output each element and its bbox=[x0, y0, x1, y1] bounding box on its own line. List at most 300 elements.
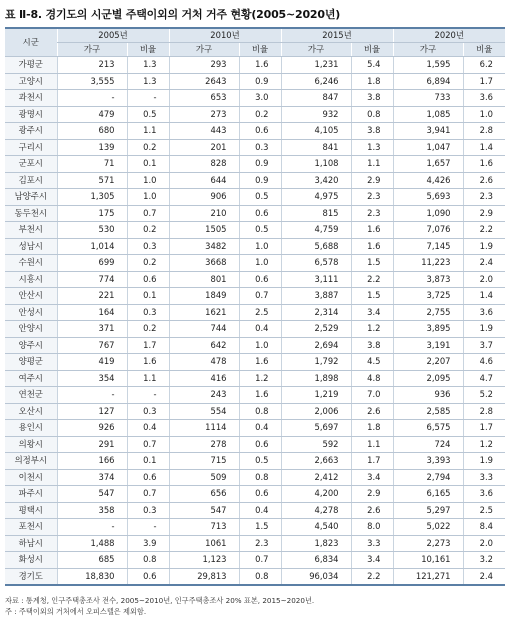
households-cell: 801 bbox=[169, 271, 239, 288]
table-row bbox=[5, 535, 505, 552]
header-ratio: 비율 bbox=[463, 43, 505, 57]
ratio-cell: 1.1 bbox=[351, 156, 393, 173]
households-cell: 374 bbox=[57, 469, 127, 486]
table-row bbox=[5, 519, 505, 536]
households-cell: 3,895 bbox=[393, 321, 463, 338]
households-cell: 210 bbox=[169, 205, 239, 222]
ratio-cell: 0.3 bbox=[127, 238, 169, 255]
ratio-cell: 0.2 bbox=[127, 321, 169, 338]
households-cell: 1,085 bbox=[393, 106, 463, 123]
region-cell: 성남시 bbox=[5, 238, 57, 255]
households-cell: 906 bbox=[169, 189, 239, 206]
region-cell: 안양시 bbox=[5, 321, 57, 338]
households-cell: - bbox=[57, 387, 127, 404]
ratio-cell: 0.7 bbox=[127, 205, 169, 222]
table-header bbox=[5, 28, 505, 57]
ratio-cell: 2.4 bbox=[463, 255, 505, 272]
region-cell: 과천시 bbox=[5, 90, 57, 107]
table-row bbox=[5, 271, 505, 288]
table-row bbox=[5, 502, 505, 519]
households-cell: 644 bbox=[169, 172, 239, 189]
ratio-cell: 1.1 bbox=[127, 370, 169, 387]
households-cell: 5,697 bbox=[281, 420, 351, 437]
households-cell: 2,273 bbox=[393, 535, 463, 552]
households-cell: 713 bbox=[169, 519, 239, 536]
ratio-cell: 2.3 bbox=[351, 205, 393, 222]
header-households: 가구 bbox=[57, 43, 127, 57]
ratio-cell: 0.7 bbox=[127, 486, 169, 503]
households-cell: 127 bbox=[57, 403, 127, 420]
ratio-cell: 1.2 bbox=[351, 321, 393, 338]
table-row bbox=[5, 420, 505, 437]
households-cell: 6,834 bbox=[281, 552, 351, 569]
households-cell: 1114 bbox=[169, 420, 239, 437]
households-cell: 6,575 bbox=[393, 420, 463, 437]
ratio-cell: 0.3 bbox=[127, 502, 169, 519]
ratio-cell: 1.1 bbox=[127, 123, 169, 140]
ratio-cell: 1.8 bbox=[351, 420, 393, 437]
ratio-cell: 0.1 bbox=[127, 288, 169, 305]
ratio-cell: 2.6 bbox=[351, 502, 393, 519]
households-cell: 815 bbox=[281, 205, 351, 222]
households-cell: 164 bbox=[57, 304, 127, 321]
households-cell: 213 bbox=[57, 57, 127, 74]
ratio-cell: 5.4 bbox=[351, 57, 393, 74]
table-row bbox=[5, 255, 505, 272]
households-cell: 5,297 bbox=[393, 502, 463, 519]
households-cell: 3482 bbox=[169, 238, 239, 255]
households-cell: 847 bbox=[281, 90, 351, 107]
households-cell: 6,894 bbox=[393, 73, 463, 90]
households-cell: 2,412 bbox=[281, 469, 351, 486]
table-notes bbox=[5, 595, 314, 617]
households-cell: 1,108 bbox=[281, 156, 351, 173]
header-ratio: 비율 bbox=[127, 43, 169, 57]
table-body bbox=[5, 57, 505, 586]
ratio-cell: 0.2 bbox=[239, 106, 281, 123]
ratio-cell: 1.5 bbox=[351, 288, 393, 305]
ratio-cell: 3.3 bbox=[463, 469, 505, 486]
region-cell: 가평군 bbox=[5, 57, 57, 74]
table-row bbox=[5, 436, 505, 453]
ratio-cell: 0.5 bbox=[239, 222, 281, 239]
households-cell: 3668 bbox=[169, 255, 239, 272]
households-cell: 926 bbox=[57, 420, 127, 437]
ratio-cell: 1.7 bbox=[127, 337, 169, 354]
ratio-cell: 1.0 bbox=[127, 189, 169, 206]
header-households: 가구 bbox=[281, 43, 351, 57]
ratio-cell: 4.6 bbox=[463, 354, 505, 371]
households-cell: 3,393 bbox=[393, 453, 463, 470]
households-cell: 744 bbox=[169, 321, 239, 338]
region-cell: 남양주시 bbox=[5, 189, 57, 206]
households-cell: 2,207 bbox=[393, 354, 463, 371]
households-cell: 547 bbox=[169, 502, 239, 519]
region-cell: 광명시 bbox=[5, 106, 57, 123]
ratio-cell: - bbox=[127, 519, 169, 536]
households-cell: 571 bbox=[57, 172, 127, 189]
households-cell: 243 bbox=[169, 387, 239, 404]
households-cell: 29,813 bbox=[169, 568, 239, 585]
households-cell: 1,014 bbox=[57, 238, 127, 255]
table-row bbox=[5, 321, 505, 338]
households-cell: 139 bbox=[57, 139, 127, 156]
ratio-cell: 1.2 bbox=[463, 436, 505, 453]
ratio-cell: 0.7 bbox=[127, 436, 169, 453]
table-row bbox=[5, 123, 505, 140]
region-cell: 시흥시 bbox=[5, 271, 57, 288]
households-cell: 2,585 bbox=[393, 403, 463, 420]
ratio-cell: 1.5 bbox=[239, 519, 281, 536]
households-cell: 1,231 bbox=[281, 57, 351, 74]
households-cell: 1849 bbox=[169, 288, 239, 305]
ratio-cell: 1.6 bbox=[239, 57, 281, 74]
households-cell: 724 bbox=[393, 436, 463, 453]
households-cell: 371 bbox=[57, 321, 127, 338]
ratio-cell: 2.5 bbox=[463, 502, 505, 519]
households-cell: 4,975 bbox=[281, 189, 351, 206]
ratio-cell: 3.0 bbox=[239, 90, 281, 107]
table-row bbox=[5, 156, 505, 173]
households-cell: 354 bbox=[57, 370, 127, 387]
households-cell: 1,823 bbox=[281, 535, 351, 552]
households-cell: 4,426 bbox=[393, 172, 463, 189]
ratio-cell: 0.8 bbox=[239, 403, 281, 420]
ratio-cell: 0.9 bbox=[239, 172, 281, 189]
households-cell: 841 bbox=[281, 139, 351, 156]
ratio-cell: 0.6 bbox=[127, 271, 169, 288]
header-year-2005: 2005년 bbox=[57, 28, 169, 43]
ratio-cell: 0.4 bbox=[239, 502, 281, 519]
households-cell: 201 bbox=[169, 139, 239, 156]
households-cell: 6,246 bbox=[281, 73, 351, 90]
ratio-cell: 0.8 bbox=[127, 552, 169, 569]
header-year-2020: 2020년 bbox=[393, 28, 505, 43]
region-cell: 고양시 bbox=[5, 73, 57, 90]
households-cell: 6,578 bbox=[281, 255, 351, 272]
ratio-cell: 8.0 bbox=[351, 519, 393, 536]
ratio-cell: 0.6 bbox=[239, 486, 281, 503]
ratio-cell: 2.8 bbox=[463, 403, 505, 420]
ratio-cell: 3.8 bbox=[351, 337, 393, 354]
households-cell: 7,076 bbox=[393, 222, 463, 239]
ratio-cell: 1.6 bbox=[351, 222, 393, 239]
households-cell: 2,529 bbox=[281, 321, 351, 338]
table-row bbox=[5, 106, 505, 123]
ratio-cell: 2.4 bbox=[463, 568, 505, 585]
ratio-cell: 0.6 bbox=[239, 436, 281, 453]
households-cell: 3,725 bbox=[393, 288, 463, 305]
households-cell: 3,420 bbox=[281, 172, 351, 189]
ratio-cell: 1.9 bbox=[463, 321, 505, 338]
ratio-cell: 3.6 bbox=[463, 486, 505, 503]
region-cell: 양평군 bbox=[5, 354, 57, 371]
households-cell: 530 bbox=[57, 222, 127, 239]
region-cell: 용인시 bbox=[5, 420, 57, 437]
households-cell: 1061 bbox=[169, 535, 239, 552]
households-cell: 656 bbox=[169, 486, 239, 503]
ratio-cell: 1.6 bbox=[351, 238, 393, 255]
ratio-cell: 1.3 bbox=[351, 139, 393, 156]
ratio-cell: 0.9 bbox=[239, 73, 281, 90]
ratio-cell: 2.9 bbox=[351, 172, 393, 189]
ratio-cell: 3.4 bbox=[351, 552, 393, 569]
ratio-cell: 4.5 bbox=[351, 354, 393, 371]
households-cell: 774 bbox=[57, 271, 127, 288]
table-row bbox=[5, 304, 505, 321]
ratio-cell: 0.3 bbox=[127, 304, 169, 321]
households-cell: 479 bbox=[57, 106, 127, 123]
region-cell: 연천군 bbox=[5, 387, 57, 404]
households-cell: 1,305 bbox=[57, 189, 127, 206]
households-cell: 4,540 bbox=[281, 519, 351, 536]
ratio-cell: 0.2 bbox=[127, 255, 169, 272]
households-cell: 71 bbox=[57, 156, 127, 173]
ratio-cell: 1.3 bbox=[127, 57, 169, 74]
ratio-cell: 2.2 bbox=[351, 271, 393, 288]
ratio-cell: 0.1 bbox=[127, 453, 169, 470]
region-cell: 안성시 bbox=[5, 304, 57, 321]
ratio-cell: 3.4 bbox=[351, 469, 393, 486]
table-row bbox=[5, 57, 505, 74]
note-remark: 주 : 주택이외의 거처에서 오피스텔은 제외함. bbox=[5, 607, 147, 616]
ratio-cell: 0.7 bbox=[239, 288, 281, 305]
table-row bbox=[5, 370, 505, 387]
ratio-cell: 7.0 bbox=[351, 387, 393, 404]
ratio-cell: 1.4 bbox=[463, 288, 505, 305]
region-cell: 오산시 bbox=[5, 403, 57, 420]
households-cell: 1,898 bbox=[281, 370, 351, 387]
households-cell: 5,022 bbox=[393, 519, 463, 536]
region-cell: 여주시 bbox=[5, 370, 57, 387]
ratio-cell: 0.2 bbox=[127, 222, 169, 239]
households-cell: 5,693 bbox=[393, 189, 463, 206]
region-cell: 동두천시 bbox=[5, 205, 57, 222]
households-cell: 443 bbox=[169, 123, 239, 140]
ratio-cell: 1.8 bbox=[351, 73, 393, 90]
ratio-cell: 0.8 bbox=[239, 469, 281, 486]
header-households: 가구 bbox=[393, 43, 463, 57]
ratio-cell: 1.7 bbox=[463, 73, 505, 90]
region-cell: 수원시 bbox=[5, 255, 57, 272]
region-cell: 의정부시 bbox=[5, 453, 57, 470]
ratio-cell: 2.6 bbox=[463, 172, 505, 189]
header-year-2015: 2015년 bbox=[281, 28, 393, 43]
table-row bbox=[5, 90, 505, 107]
households-cell: 273 bbox=[169, 106, 239, 123]
ratio-cell: 1.4 bbox=[463, 139, 505, 156]
ratio-cell: 0.5 bbox=[239, 453, 281, 470]
table-row bbox=[5, 486, 505, 503]
region-cell: 양주시 bbox=[5, 337, 57, 354]
households-cell: 358 bbox=[57, 502, 127, 519]
households-cell: 4,200 bbox=[281, 486, 351, 503]
households-cell: 18,830 bbox=[57, 568, 127, 585]
households-cell: 3,941 bbox=[393, 123, 463, 140]
ratio-cell: 1.9 bbox=[463, 453, 505, 470]
households-cell: 509 bbox=[169, 469, 239, 486]
households-cell: 1,657 bbox=[393, 156, 463, 173]
households-cell: 2,314 bbox=[281, 304, 351, 321]
ratio-cell: 0.3 bbox=[127, 403, 169, 420]
ratio-cell: 3.2 bbox=[463, 552, 505, 569]
ratio-cell: 5.2 bbox=[463, 387, 505, 404]
header-year-2010: 2010년 bbox=[169, 28, 281, 43]
ratio-cell: 3.8 bbox=[351, 123, 393, 140]
ratio-cell: 2.6 bbox=[351, 403, 393, 420]
ratio-cell: 0.3 bbox=[239, 139, 281, 156]
ratio-cell: 1.0 bbox=[239, 238, 281, 255]
ratio-cell: 1.5 bbox=[351, 255, 393, 272]
table-row bbox=[5, 552, 505, 569]
households-cell: 936 bbox=[393, 387, 463, 404]
region-cell: 화성시 bbox=[5, 552, 57, 569]
ratio-cell: 2.9 bbox=[463, 205, 505, 222]
households-cell: 4,278 bbox=[281, 502, 351, 519]
ratio-cell: 1.7 bbox=[351, 453, 393, 470]
table-row bbox=[5, 469, 505, 486]
ratio-cell: 3.9 bbox=[127, 535, 169, 552]
ratio-cell: 4.8 bbox=[351, 370, 393, 387]
households-cell: 416 bbox=[169, 370, 239, 387]
households-cell: 278 bbox=[169, 436, 239, 453]
households-cell: 4,105 bbox=[281, 123, 351, 140]
data-table bbox=[5, 27, 505, 586]
ratio-cell: 1.6 bbox=[239, 354, 281, 371]
region-cell: 평택시 bbox=[5, 502, 57, 519]
table-row bbox=[5, 73, 505, 90]
households-cell: 166 bbox=[57, 453, 127, 470]
ratio-cell: 0.1 bbox=[127, 156, 169, 173]
ratio-cell: 1.0 bbox=[127, 172, 169, 189]
households-cell: 1,595 bbox=[393, 57, 463, 74]
households-cell: 175 bbox=[57, 205, 127, 222]
ratio-cell: 1.9 bbox=[463, 238, 505, 255]
households-cell: 2,095 bbox=[393, 370, 463, 387]
households-cell: - bbox=[57, 519, 127, 536]
households-cell: 767 bbox=[57, 337, 127, 354]
households-cell: 419 bbox=[57, 354, 127, 371]
households-cell: 6,165 bbox=[393, 486, 463, 503]
ratio-cell: 3.6 bbox=[463, 304, 505, 321]
ratio-cell: 8.4 bbox=[463, 519, 505, 536]
households-cell: 554 bbox=[169, 403, 239, 420]
households-cell: 2,755 bbox=[393, 304, 463, 321]
households-cell: 680 bbox=[57, 123, 127, 140]
ratio-cell: 0.6 bbox=[127, 469, 169, 486]
ratio-cell: 0.6 bbox=[239, 123, 281, 140]
households-cell: 3,887 bbox=[281, 288, 351, 305]
households-cell: 3,555 bbox=[57, 73, 127, 90]
households-cell: 1,090 bbox=[393, 205, 463, 222]
households-cell: 5,688 bbox=[281, 238, 351, 255]
table-row bbox=[5, 288, 505, 305]
region-cell: 파주시 bbox=[5, 486, 57, 503]
ratio-cell: 2.5 bbox=[239, 304, 281, 321]
region-cell: 하남시 bbox=[5, 535, 57, 552]
ratio-cell: 1.3 bbox=[127, 73, 169, 90]
ratio-cell: 3.3 bbox=[351, 535, 393, 552]
ratio-cell: 0.6 bbox=[127, 568, 169, 585]
ratio-cell: 3.7 bbox=[463, 337, 505, 354]
ratio-cell: 1.1 bbox=[351, 436, 393, 453]
households-cell: - bbox=[57, 90, 127, 107]
region-cell: 광주시 bbox=[5, 123, 57, 140]
households-cell: 1621 bbox=[169, 304, 239, 321]
table-row bbox=[5, 238, 505, 255]
households-cell: 2,694 bbox=[281, 337, 351, 354]
ratio-cell: 0.4 bbox=[239, 420, 281, 437]
households-cell: 4,759 bbox=[281, 222, 351, 239]
households-cell: 1,488 bbox=[57, 535, 127, 552]
ratio-cell: 6.2 bbox=[463, 57, 505, 74]
ratio-cell: 1.0 bbox=[239, 337, 281, 354]
table-row bbox=[5, 205, 505, 222]
households-cell: 932 bbox=[281, 106, 351, 123]
households-cell: 96,034 bbox=[281, 568, 351, 585]
ratio-cell: 1.6 bbox=[463, 156, 505, 173]
ratio-cell: 1.0 bbox=[239, 255, 281, 272]
ratio-cell: 1.0 bbox=[463, 106, 505, 123]
households-cell: 733 bbox=[393, 90, 463, 107]
ratio-cell: 2.3 bbox=[351, 189, 393, 206]
households-cell: 715 bbox=[169, 453, 239, 470]
table-title: 표 Ⅱ-8. 경기도의 시군별 주택이외의 거처 거주 현황(2005~2020년) bbox=[5, 8, 341, 21]
ratio-cell: 1.7 bbox=[463, 420, 505, 437]
header-ratio: 비율 bbox=[239, 43, 281, 57]
households-cell: 2,663 bbox=[281, 453, 351, 470]
households-cell: 547 bbox=[57, 486, 127, 503]
households-cell: 7,145 bbox=[393, 238, 463, 255]
ratio-cell: 2.0 bbox=[463, 535, 505, 552]
ratio-cell: 2.3 bbox=[239, 535, 281, 552]
note-source: 자료 : 통계청, 인구주택총조사 전수, 2005~2010년, 인구주택총조사 20% 표본, 2015~2020년. bbox=[5, 596, 315, 605]
households-cell: 11,223 bbox=[393, 255, 463, 272]
households-cell: 2,794 bbox=[393, 469, 463, 486]
region-cell: 경기도 bbox=[5, 568, 57, 585]
ratio-cell: 0.4 bbox=[127, 420, 169, 437]
ratio-cell: 3.8 bbox=[351, 90, 393, 107]
ratio-cell: 2.0 bbox=[463, 271, 505, 288]
ratio-cell: 3.6 bbox=[463, 90, 505, 107]
households-cell: 3,191 bbox=[393, 337, 463, 354]
households-cell: 478 bbox=[169, 354, 239, 371]
ratio-cell: 2.2 bbox=[463, 222, 505, 239]
households-cell: 1,047 bbox=[393, 139, 463, 156]
region-cell: 이천시 bbox=[5, 469, 57, 486]
households-cell: 642 bbox=[169, 337, 239, 354]
region-cell: 부천시 bbox=[5, 222, 57, 239]
ratio-cell: 2.2 bbox=[351, 568, 393, 585]
households-cell: 3,111 bbox=[281, 271, 351, 288]
table-row bbox=[5, 222, 505, 239]
ratio-cell: 0.8 bbox=[351, 106, 393, 123]
households-cell: 2643 bbox=[169, 73, 239, 90]
table-row bbox=[5, 403, 505, 420]
ratio-cell: 3.4 bbox=[351, 304, 393, 321]
table-row bbox=[5, 189, 505, 206]
table-row bbox=[5, 172, 505, 189]
region-cell: 의왕시 bbox=[5, 436, 57, 453]
ratio-cell: 0.5 bbox=[239, 189, 281, 206]
ratio-cell: 0.6 bbox=[239, 271, 281, 288]
households-cell: 1,219 bbox=[281, 387, 351, 404]
ratio-cell: 1.6 bbox=[127, 354, 169, 371]
table-row bbox=[5, 387, 505, 404]
households-cell: 121,271 bbox=[393, 568, 463, 585]
header-ratio: 비율 bbox=[351, 43, 393, 57]
households-cell: 221 bbox=[57, 288, 127, 305]
